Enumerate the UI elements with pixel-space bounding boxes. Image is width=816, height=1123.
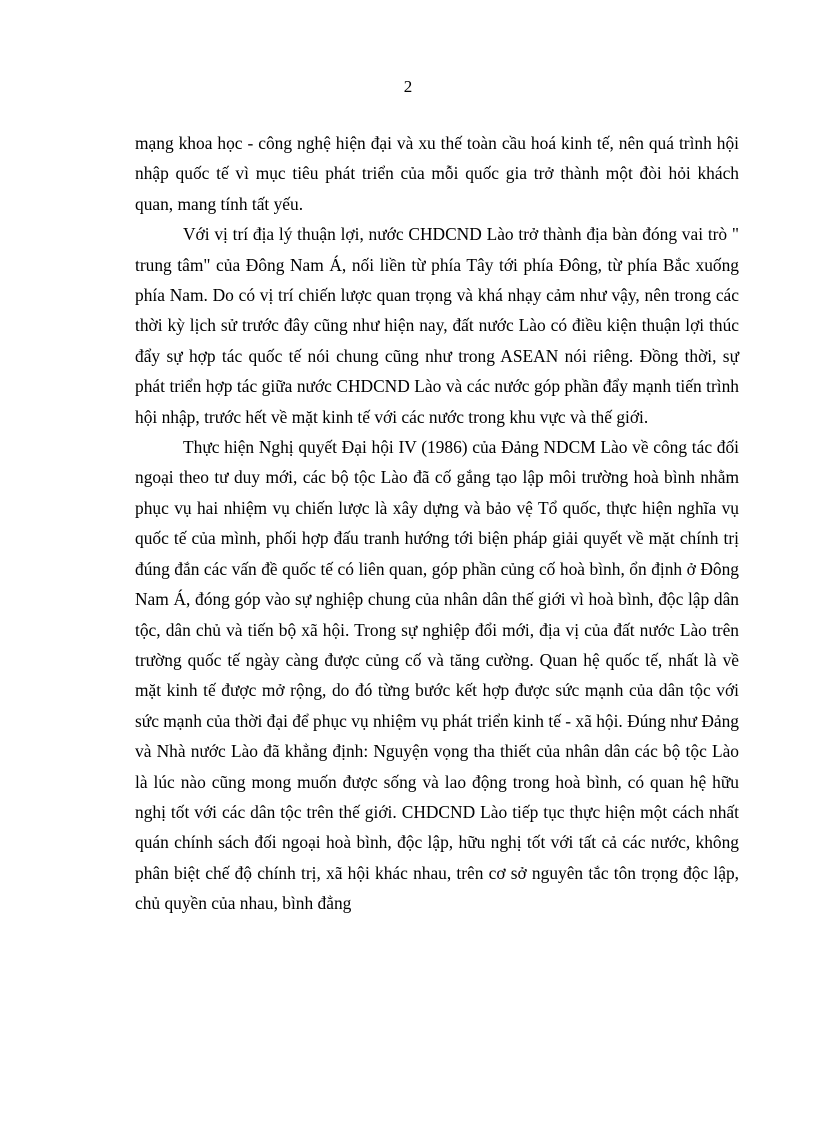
paragraph-continuation: mạng khoa học - công nghệ hiện đại và xu thế toàn cầu hoá kinh tế, nên quá trình hội nhập quốc tế vì mục tiêu phát triển của mỗi quốc gia trở thành một đòi hỏi khách quan, mang tính tất yếu. [135,133,739,214]
paragraph-geography: Với vị trí địa lý thuận lợi, nước CHDCND Lào trở thành địa bàn đóng vai trò " trung tâm" của Đông Nam Á, nối liền từ phía Tây tới phía Đông, từ phía Bắc xuống phía Nam. Do có vị trí chiến lược quan trọng và khá nhạy cảm như vậy, nên trong các thời kỳ lịch sử trước đây cũng như hiện nay, đất nước Lào có điều kiện thuận lợi thúc đẩy sự hợp tác quốc tế nói chung cũng như trong ASEAN nói riêng. Đồng thời, sự phát triển hợp tác giữa nước CHDCND Lào và các nước góp phần đẩy mạnh tiến trình hội nhập, trước hết về mặt kinh tế với các nước trong khu vực và thế giới. [135,224,739,427]
paragraph-foreign-policy: Thực hiện Nghị quyết Đại hội IV (1986) của Đảng NDCM Lào về công tác đối ngoại theo tư duy mới, các bộ tộc Lào đã cố gắng tạo lập môi trường hoà bình nhằm phục vụ hai nhiệm vụ chiến lược là xây dựng và bảo vệ Tổ quốc, thực hiện nghĩa vụ quốc tế của mình, phối hợp đấu tranh hướng tới biện pháp giải quyết về mặt chính trị đúng đắn các vấn đề quốc tế có liên quan, góp phần củng cố hoà bình, ổn định ở Đông Nam Á, đóng góp vào sự nghiệp chung của nhân dân thế giới vì hoà bình, độc lập dân tộc, dân chủ và tiến bộ xã hội. Trong sự nghiệp đổi mới, địa vị của đất nước Lào trên trường quốc tế ngày càng được củng cố và tăng cường. Quan hệ quốc tế, nhất là về mặt kinh tế được mở rộng, do đó từng bước kết hợp được sức mạnh của dân tộc với sức mạnh của thời đại để phục vụ nhiệm vụ phát triển kinh tế - xã hội. Đúng như Đảng và Nhà nước Lào đã khẳng định: Nguyện vọng tha thiết của nhân dân các bộ tộc Lào là lúc nào cũng mong muốn được sống và lao động trong hoà bình, có quan hệ hữu nghị tốt với các dân tộc trên thế giới. CHDCND Lào tiếp tục thực hiện một cách nhất quán chính sách đối ngoại hoà bình, độc lập, hữu nghị tốt với tất cả các nước, không phân biệt chế độ chính trị, xã hội khác nhau, trên cơ sở nguyên tắc tôn trọng độc lập, chủ quyền của nhau, bình đẳng [135,437,739,914]
page-number: 2 [403,77,413,96]
body-text [135,128,739,919]
